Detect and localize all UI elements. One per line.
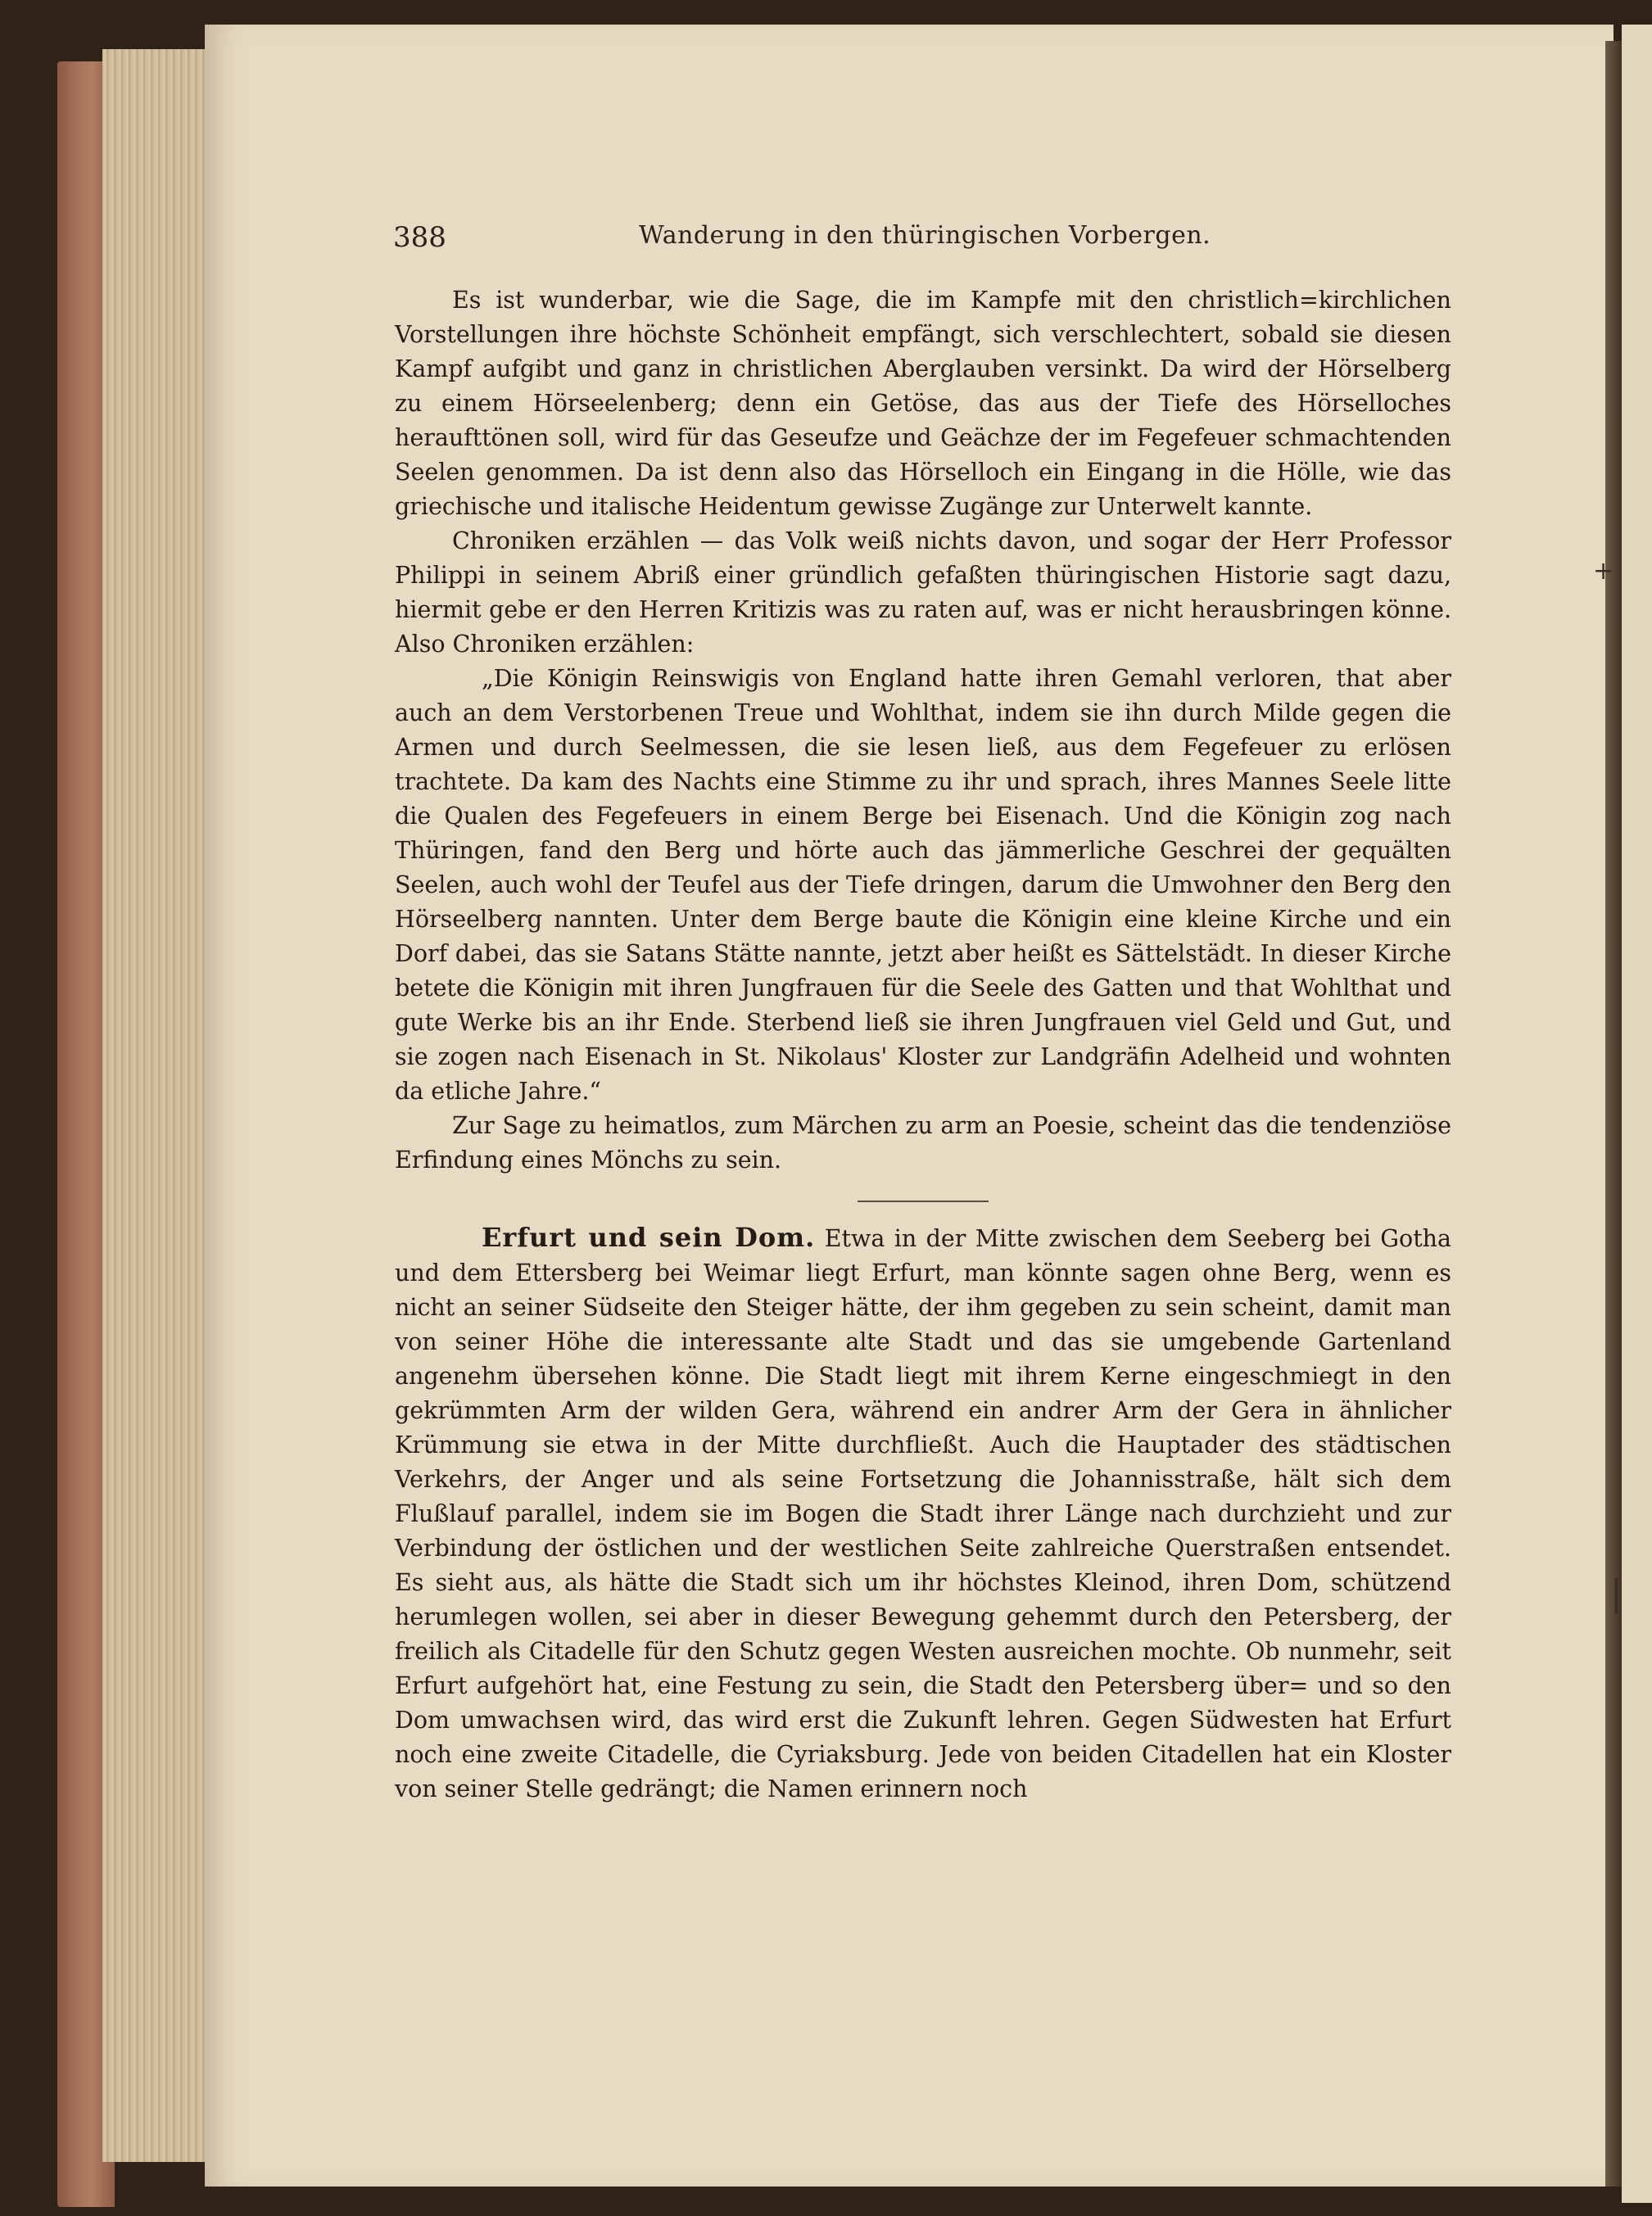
section-title: Erfurt und sein Dom. <box>482 1222 816 1253</box>
paragraph-4: Zur Sage zu heimatlos, zum Märchen zu arm an Poesie, scheint das die tendenziöse Erfindung eines Mönchs zu sein. <box>395 1112 1451 1174</box>
paragraph-2: Chroniken erzählen — das Volk weiß nichts davon, und sogar der Herr Professor Philippi in seinem Abriß einer gründlich gefaßten thüringischen Historie sagt dazu, hiermit gebe er den Herren Kritizis was zu raten auf, was er nicht herausbringen könne. Also Chroniken erzählen: <box>395 527 1451 658</box>
page-header <box>393 221 1450 262</box>
section-paragraph <box>395 1220 1451 1807</box>
section-divider <box>858 1201 989 1202</box>
chronicle-quote: „Die Königin Reinswigis von England hatte ihren Gemahl verloren, that aber auch an dem Verstorbenen Treue und Wohlthat, indem sie ihn durch Milde gegen die Armen und durch Seelmessen, die sie lesen ließ, aus dem Fegefeuer zu erlösen trachtete. Da kam des Nachts eine Stimme zu ihr und sprach, ihres Mannes Seele litte die Qualen des Fegefeuers in einem Berge bei Eisenach. Und die Königin zog nach Thüringen, fand den Berg und hörte auch das jämmerliche Geschrei der gequälten Seelen, auch wohl der Teufel aus der Tiefe dringen, darum die Umwohner den Berg den Hörseelberg nannten. Unter dem Berge baute die Königin eine kleine Kirche und ein Dorf dabei, das sie Satans Stätte nannte, jetzt aber heißt es Sättelstädt. In dieser Kirche betete die Königin mit ihren Jungfrauen für die Seele des Gatten und that Wohlthat und gute Werke bis an ihr Ende. Sterbend ließ sie ihren Jungfrauen viel Geld und Gut, und sie zogen nach Eisenach in St. Nikolaus' Kloster zur Landgräfin Adelheid und wohnten da etliche Jahre.“ <box>395 665 1451 1105</box>
page-number: 388 <box>393 221 446 254</box>
paragraph-1: Es ist wunderbar, wie die Sage, die im Kampfe mit den christlich=kirchlichen Vorstellungen ihre höchste Schönheit empfängt, sich verschlechtert, sobald sie diesen Kampf aufgibt und ganz in christlichen Aberglauben versinkt. Da wird der Hörselberg zu einem Hörseelenberg; denn ein Getöse, das aus der Tiefe des Hörselloches heraufttönen soll, wird für das Geseufze und Geächze der im Fegefeuer schmachtenden Seelen genommen. Da ist denn also das Hörselloch ein Eingang in die Hölle, wie das griechische und italische Heidentum gewisse Zugänge zur Unterwelt kannte. <box>395 287 1451 520</box>
margin-mark-line: | <box>1610 1572 1623 1614</box>
running-title: Wanderung in den thüringischen Vorbergen. <box>639 221 1211 250</box>
margin-mark-cross: + <box>1593 557 1614 586</box>
body-text <box>395 283 1451 1807</box>
facing-page-edge <box>1622 25 1652 2203</box>
section-text: Etwa in der Mitte zwischen dem Seeberg bei Gotha und dem Ettersberg bei Weimar liegt Erfurt, man könnte sagen ohne Berg, wenn es nicht an seiner Südseite den Steiger hätte, der ihm gegeben zu sein scheint, damit man von seiner Höhe die interessante alte Stadt und das sie umgebende Gartenland angenehm übersehen könne. Die Stadt liegt mit ihrem Kerne eingeschmiegt in den gekrümmten Arm der wilden Gera, während ein andrer Arm der Gera in ähnlicher Krümmung sie etwa in der Mitte durchfließt. Auch die Hauptader des städtischen Verkehrs, der Anger und als seine Fortsetzung die Johannisstraße, hält sich dem Flußlauf parallel, indem sie im Bogen die Stadt ihrer Länge nach durchzieht und zur Verbindung der östlichen und der westlichen Seite zahlreiche Querstraßen entsendet. Es sieht aus, als hätte die Stadt sich um ihr höchstes Kleinod, ihren Dom, schützend herumlegen wollen, sei aber in dieser Bewegung gehemmt durch den Petersberg, der freilich als Citadelle für den Schutz gegen Westen ausreichen mochte. Ob nunmehr, seit Erfurt aufgehört hat, eine Festung zu sein, die Stadt den Petersberg über= und so den Dom umwachsen wird, das wird erst die Zukunft lehren. Gegen Südwesten hat Erfurt noch eine zweite Citadelle, die Cyriaksburg. Jede von beiden Citadellen hat ein Kloster von seiner Stelle gedrängt; die Namen erinnern noch <box>395 1225 1452 1802</box>
